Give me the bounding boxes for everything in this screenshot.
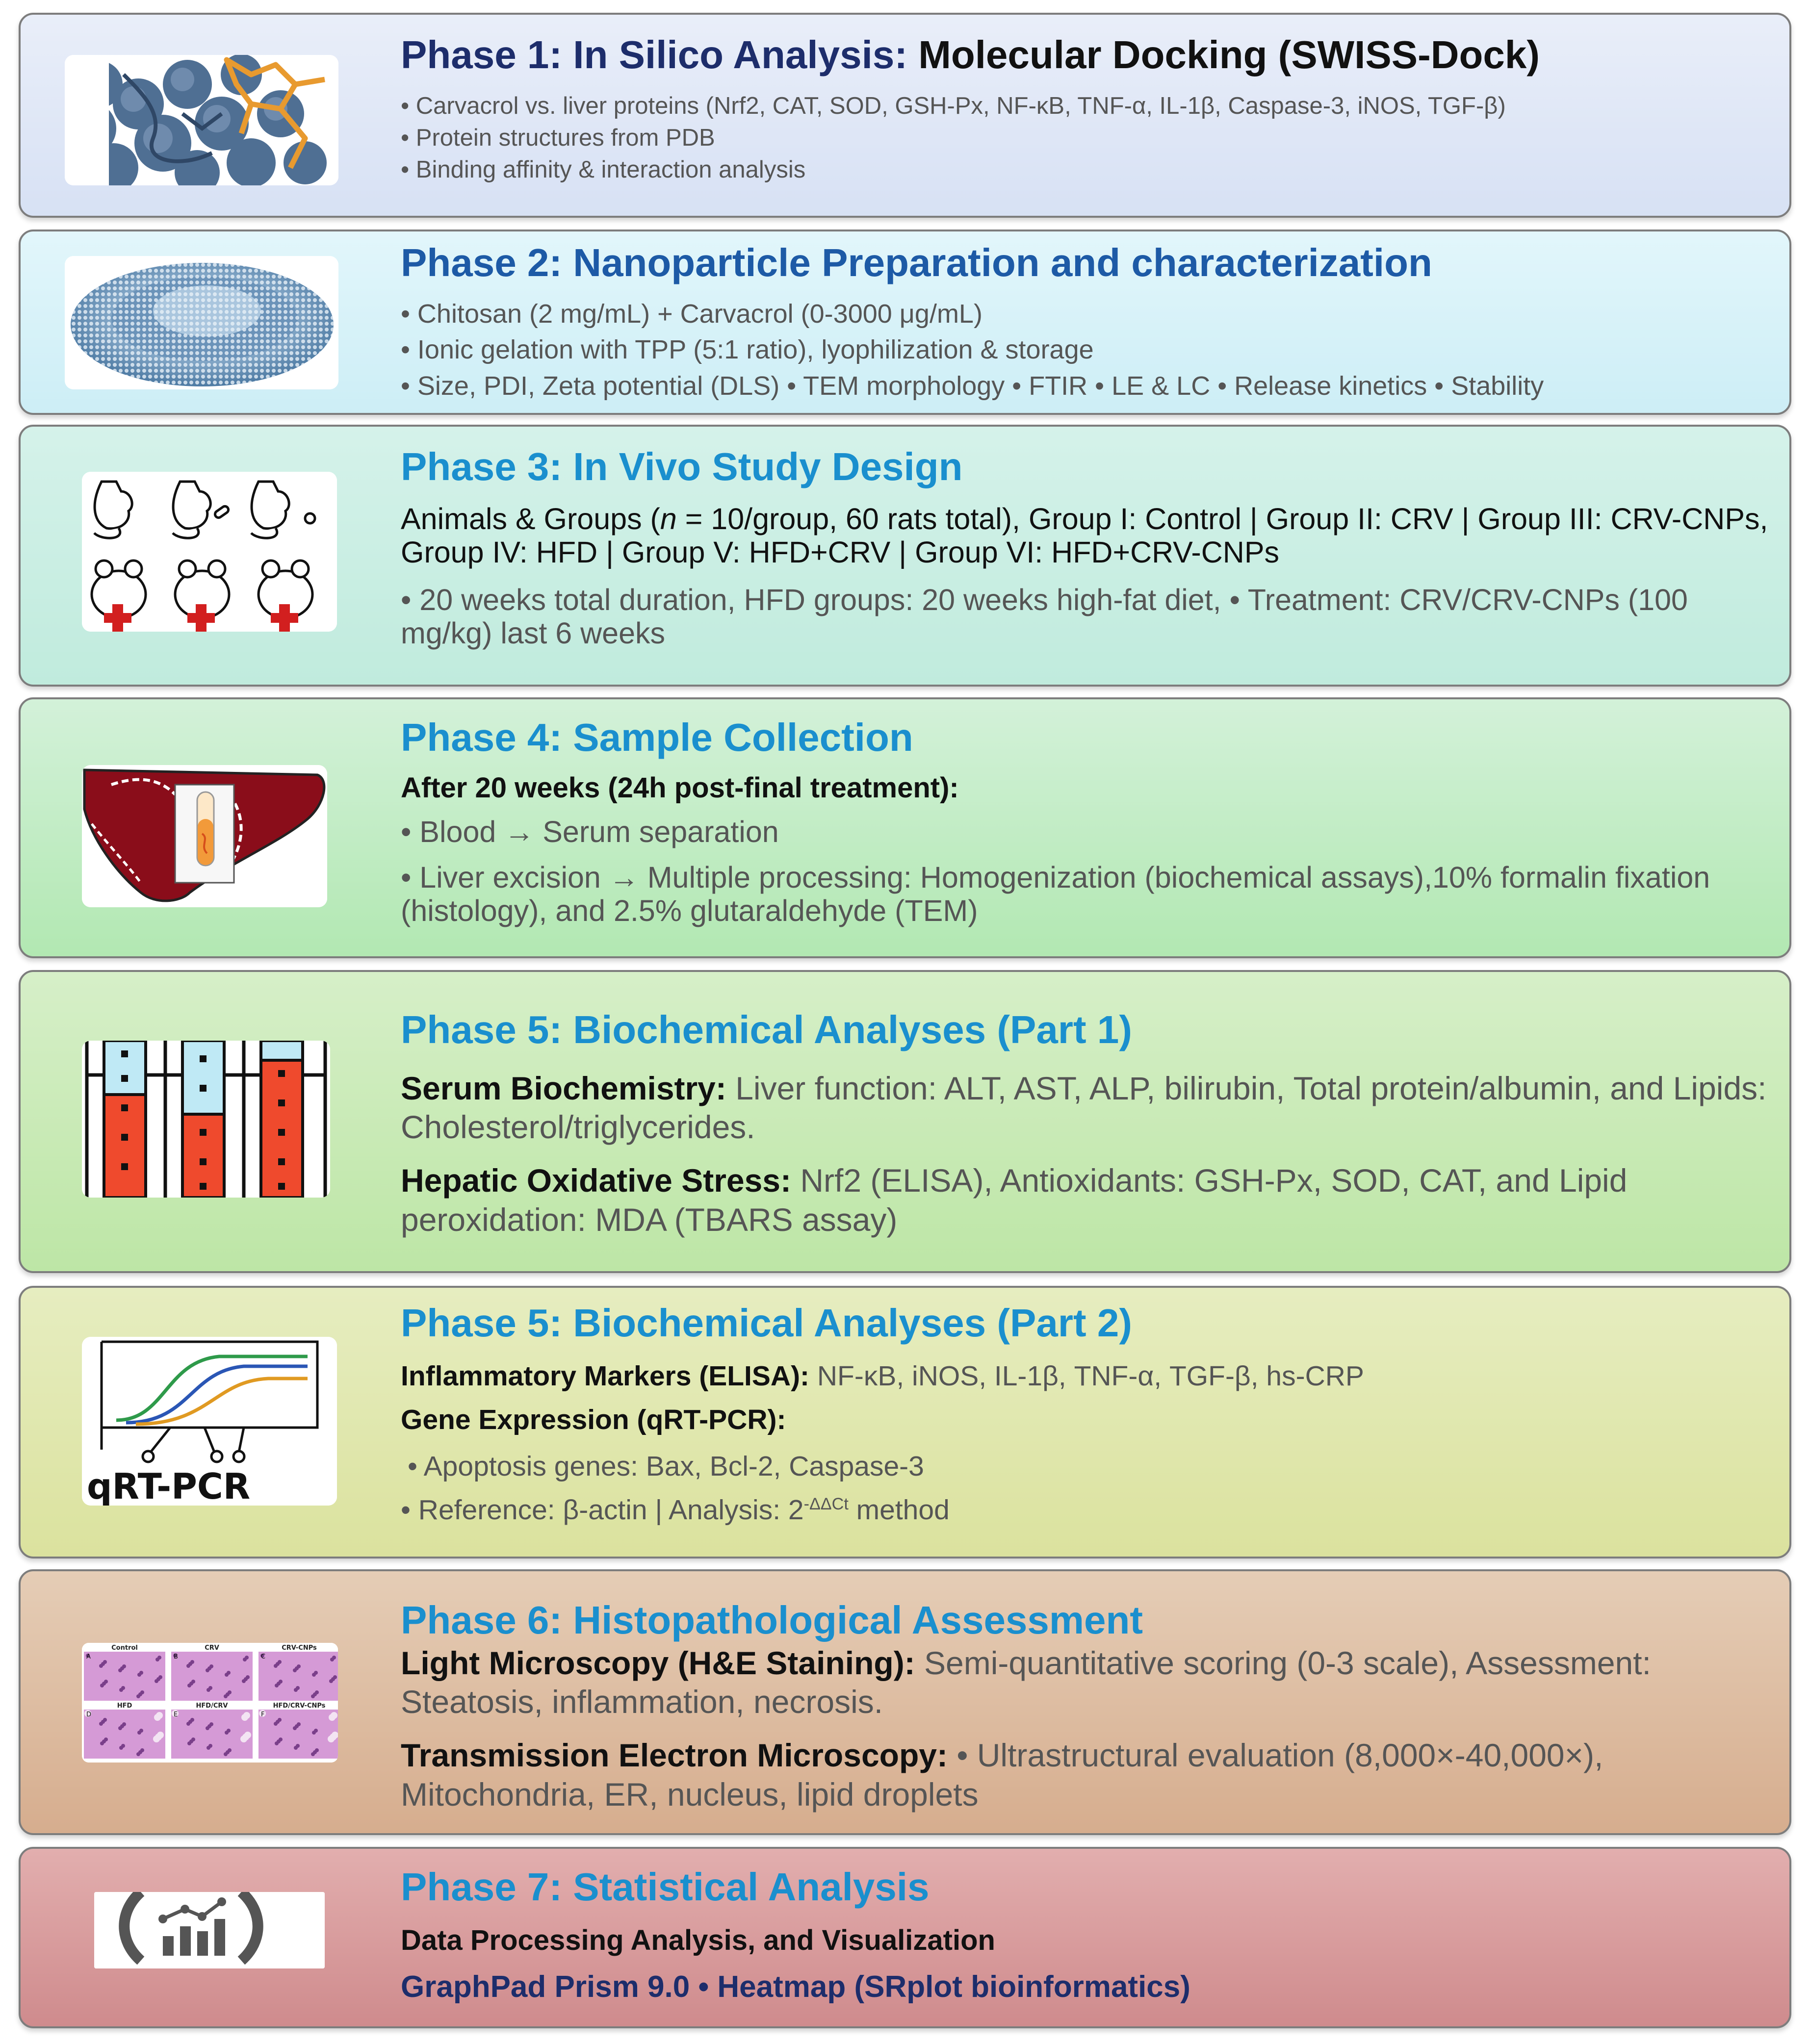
histology-panel: [84, 1710, 165, 1759]
histology-cell: [154, 1714, 161, 1721]
histology-cell: [118, 1726, 122, 1730]
rats-icon: [82, 472, 337, 632]
histology-cell: [155, 1679, 158, 1683]
statistics-icon: [94, 1892, 325, 1968]
histology-cell: [187, 1684, 191, 1687]
phase-6-tem: Transmission Electron Microscopy: • Ultrastructural evaluation (8,000×-40,000×), Mitochondria, ER, nucleus, lipid droplets: [401, 1737, 1603, 1813]
phase-3-box: [19, 425, 1791, 687]
histology-cell: [274, 1664, 278, 1668]
histology-panel: [258, 1652, 338, 1701]
histology-panel-label: CRV-CNPs: [282, 1644, 317, 1652]
histology-cell: [294, 1688, 298, 1692]
histology-cell: [224, 1694, 228, 1698]
histology-panel: [171, 1652, 253, 1701]
phase-5b-apoptosis: • Apoptosis genes: Bax, Bcl-2, Caspase-3: [408, 1450, 924, 1482]
phase-7-title: Phase 7: Statistical Analysis: [401, 1865, 930, 1909]
histology-panel-letter: B: [174, 1653, 178, 1661]
phase-1-bullet-2: • Protein structures from PDB: [401, 125, 715, 152]
histology-panel-letter: E: [174, 1711, 178, 1718]
histology-cell: [311, 1694, 315, 1698]
histology-panel-label: HFD/CRV-CNPs: [273, 1702, 326, 1710]
phase-2-bullet-1: • Chitosan (2 mg/mL) + Carvacrol (0-3000 μg/mL): [401, 299, 982, 329]
histology-cell: [99, 1722, 103, 1726]
histology-cell: [293, 1726, 297, 1730]
phase-2-bullet-2: • Ionic gelation with TPP (5:1 ratio), lyophilization & storage: [401, 335, 1094, 365]
phase-5b-title: Phase 5: Biochemical Analyses (Part 2): [401, 1301, 1133, 1345]
histology-cell: [241, 1714, 248, 1721]
liver-tube-icon: [82, 765, 327, 907]
histology-cell: [119, 1746, 123, 1750]
test-tubes-icon: [82, 1041, 330, 1198]
histology-cell: [206, 1726, 209, 1730]
histology-panel-label: HFD/CRV: [196, 1702, 228, 1710]
histology-cell: [118, 1668, 122, 1672]
histology-cell: [207, 1746, 210, 1750]
histology-cell: [329, 1714, 336, 1721]
histology-panel-letter: F: [261, 1711, 265, 1718]
phase-5a-oxidative: Hepatic Oxidative Stress: Nrf2 (ELISA), Antioxidants: GSH-Px, SOD, CAT, and Lipid peroxidation: MDA (TBARS assay): [401, 1162, 1628, 1238]
histology-cell: [225, 1731, 229, 1735]
phase-1-title: Phase 1: In Silico Analysis: Molecular Docking (SWISS-Dock): [401, 33, 1540, 77]
histology-panel-letter: A: [86, 1653, 91, 1661]
histology-cell: [242, 1679, 246, 1683]
histology-cell: [206, 1668, 209, 1672]
histology-cell: [136, 1752, 140, 1756]
phase-5b-box: [19, 1286, 1791, 1559]
phase-5a-title: Phase 5: Biochemical Analyses (Part 1): [401, 1008, 1133, 1051]
histology-cell: [155, 1658, 159, 1661]
phase-3-title: Phase 3: In Vivo Study Design: [401, 445, 963, 488]
histology-cell: [137, 1673, 141, 1677]
qrt-pcr-icon: [82, 1337, 337, 1506]
histology-panel: [258, 1710, 338, 1759]
histology-cell: [136, 1694, 140, 1698]
phase-4-box: [19, 697, 1791, 958]
phase-6-title: Phase 6: Histopathological Assessment: [401, 1598, 1143, 1642]
phase-1-bullet-3: • Binding affinity & interaction analysis: [401, 156, 806, 183]
phase-2-box: [19, 230, 1791, 415]
histology-panel-letter: D: [86, 1711, 92, 1718]
histology-cell: [274, 1722, 278, 1726]
phase-2-bullet-3: • Size, PDI, Zeta potential (DLS) • TEM morphology • FTIR • LE & LC • Release kinetics • Stability: [401, 371, 1544, 401]
histology-cell: [207, 1688, 210, 1692]
phase-5b-inflammatory: Inflammatory Markers (ELISA): NF-κB, iNOS, IL-1β, TNF-α, TGF-β, hs-CRP: [401, 1360, 1364, 1392]
histology-cell: [312, 1731, 316, 1735]
histology-cell: [275, 1741, 279, 1745]
phase-3-duration: • 20 weeks total duration, HFD groups: 20 weeks high-fat diet, • Treatment: CRV/CRV-CNPs (100 mg/kg) last 6 weeks: [401, 583, 1688, 650]
histology-panel-letter: C: [261, 1653, 266, 1661]
histology-cell: [186, 1722, 190, 1726]
phase-7-subtitle: Data Processing Analysis, and Visualization: [401, 1924, 995, 1956]
histology-cell: [240, 1736, 247, 1742]
phase-6-light: Light Microscopy (H&E Staining): Semi-quantitative scoring (0-3 scale), Assessment: Steatosis, inflammation, necrosis.: [401, 1645, 1651, 1720]
phase-5b-gene-label: Gene Expression (qRT-PCR):: [401, 1404, 786, 1435]
histology-cell: [275, 1684, 279, 1687]
nanoparticle-icon: [65, 256, 338, 389]
phase-1-bullet-1: • Carvacrol vs. liver proteins (Nrf2, CAT, SOD, GSH-Px, NF-κB, TNF-α, IL-1β, Caspase-3, iNOS, TGF-β): [401, 93, 1506, 119]
histology-cell: [153, 1736, 160, 1742]
phase-4-bullet-1: • Blood → Serum separation: [401, 815, 779, 849]
phase-7-box: [19, 1847, 1791, 2028]
phase-2-title: Phase 2: Nanoparticle Preparation and characterization: [401, 241, 1432, 284]
histology-icon: [82, 1643, 338, 1763]
histology-cell: [312, 1673, 316, 1677]
phase-4-bullet-2: • Liver excision → Multiple processing: Homogenization (biochemical assays),10% formalin fixation (histology), and 2.5% glutaraldehyde (TEM): [401, 860, 1710, 927]
histology-cell: [330, 1658, 334, 1661]
phase-4-title: Phase 4: Sample Collection: [401, 715, 913, 759]
histology-cell: [187, 1741, 191, 1745]
histology-cell: [186, 1664, 190, 1668]
histology-cell: [293, 1668, 297, 1672]
phase-4-subtitle: After 20 weeks (24h post-final treatment):: [401, 772, 959, 804]
phase-1-box: [19, 13, 1791, 218]
histology-cell: [100, 1741, 104, 1745]
histology-cell: [100, 1684, 104, 1687]
histology-panel-label: HFD: [117, 1702, 132, 1710]
phase-3-groups: Animals & Groups (n = 10/group, 60 rats total), Group I: Control | Group II: CRV | Group III: CRV-CNPs, Group IV: HFD | Group V: HFD+CRV | Group VI: HFD+CRV-CNPs: [401, 502, 1768, 569]
protein-docking-icon: [65, 55, 338, 185]
phase-7-tools: GraphPad Prism 9.0 • Heatmap (SRplot bioinformatics): [401, 1970, 1190, 2004]
histology-cell: [119, 1688, 123, 1692]
histology-panel-label: Control: [111, 1644, 138, 1652]
phase-5a-serum: Serum Biochemistry: Liver function: ALT, AST, ALP, bilirubin, Total protein/albumin, and Lipids: Cholesterol/triglycerides.: [401, 1070, 1767, 1146]
phase-5a-box: [19, 970, 1791, 1273]
histology-cell: [243, 1658, 247, 1661]
histology-cell: [328, 1736, 335, 1742]
histology-cell: [99, 1664, 103, 1668]
histology-panel-label: CRV: [205, 1644, 219, 1652]
histology-cell: [225, 1673, 229, 1677]
phase-6-box: [19, 1569, 1791, 1835]
histology-cell: [224, 1752, 228, 1756]
qrt-pcr-label: qRT-PCR: [87, 1466, 251, 1506]
phase-5b-reference: • Reference: β-actin | Analysis: $2^{-\Delta\Delta Ct}$ method: [401, 1494, 950, 1526]
histology-cell: [294, 1746, 298, 1750]
histology-cell: [137, 1731, 141, 1735]
histology-panel: [171, 1710, 253, 1759]
histology-panel: [84, 1652, 165, 1701]
histology-cell: [329, 1679, 333, 1683]
histology-cell: [311, 1752, 315, 1756]
